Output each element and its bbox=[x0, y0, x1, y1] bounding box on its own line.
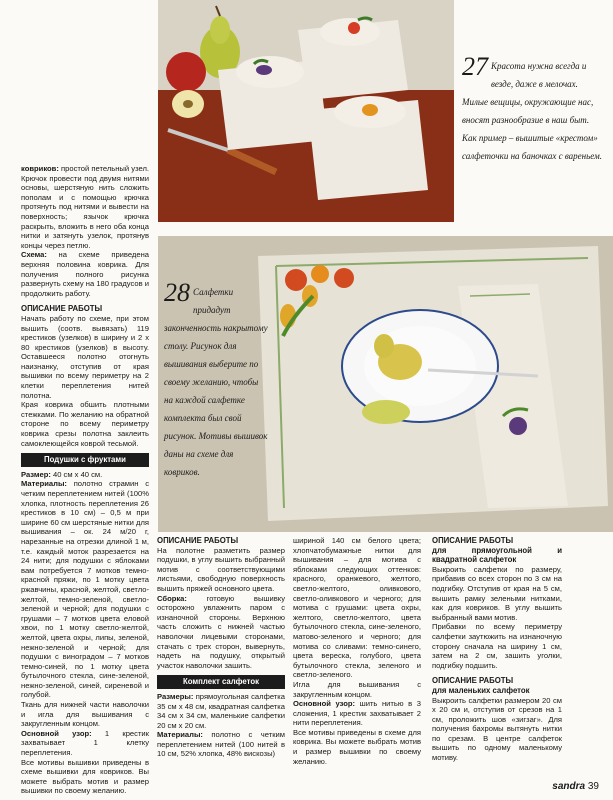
col2-p1-text: На полотне разметить размер подушки, в углу вышить выбранный мотив с соответствующими листьями, свободную поверхность вышить пряжей основного цвета. bbox=[157, 545, 285, 593]
col3-p3-label: Основной узор: bbox=[293, 699, 356, 709]
col4-heading-2: ОПИСАНИЕ РАБОТЫ bbox=[432, 676, 514, 686]
col1-p8-text: 1 крестик захватывает 1 клетку переплетения. bbox=[21, 728, 149, 758]
col1-p3-text: Начать работу по схеме, при этом вышить (соотв. вывязать) 119 крестиков (узелков) в ширину и 2 х 80 крестиков (узелков) в высоту. Оставшееся полотно отогнуть наизнанку, отступив от края вышивки по всему периметру на 2 клетки переплетения нитей полотна. bbox=[21, 313, 149, 400]
col4-heading-1-sub: для прямоугольной и квадратной салфеток bbox=[432, 545, 562, 565]
col1-p1-label: ковриков: bbox=[21, 164, 59, 173]
caption-27-number: 27 bbox=[462, 52, 488, 81]
col1-p2-label: Схема: bbox=[21, 250, 47, 260]
col3-p4-text: Все мотивы приведены в схеме для коврика. Вы можете выбрать мотив и размер вышивки по своему желанию. bbox=[293, 727, 421, 766]
col1-heading-work: ОПИСАНИЕ РАБОТЫ bbox=[21, 304, 103, 314]
page-footer bbox=[552, 781, 599, 792]
photo-jam-jars bbox=[158, 0, 454, 222]
col2-p2-text: готовую вышивку осторожно увлажнить паром с изнаночной стороны. Верхнюю часть сложить с нижней частью наволочки лицевыми сторонами, стачать с трех сторон, вывернуть, надеть на подушку, открытый участок наволочки зашить. bbox=[157, 593, 285, 670]
col1-section-bar: Подушки с фруктами bbox=[21, 453, 149, 467]
col1-p6-label: Материалы: bbox=[21, 479, 67, 489]
col4-p3-text: Выкроить салфетки размером 20 см х 20 см и, отступив от срезов на 1 см, проложить шов «зигзаг». Для получения бахромы вытянуть нитки по срезам. В центре салфеток вышить по одному маленькому мотиву. bbox=[432, 695, 562, 763]
caption-27-text: Красота нужна всегда и везде, даже в мелочах. Милые вещицы, окружающие нас, вносят разнообразие в наш быт. Как пример – вышитые «крестом» салфеточки на баночках с вареньем. bbox=[462, 61, 602, 161]
caption-27 bbox=[462, 52, 604, 164]
caption-28-text: Салфетки придадут законченность накрытому столу. Рисунок для вышивания выберите по своему желанию, чтобы на каждой салфетке комплекта был свой рисунок. Мотивы вышивок даны на схеме для ковриков. bbox=[164, 287, 268, 477]
column-4 bbox=[432, 536, 562, 763]
col2-p3-label: Размеры: bbox=[157, 691, 194, 701]
col2-p4-text: полотно с четким переплетением нитей (100 нитей в 10 см, 52% хлопка, 48% вискозы) bbox=[157, 730, 285, 759]
col4-p2-text: Прибавки по всему периметру салфетки заутюжить на изнаночную сторону сначала на ширину 1 см, затем на 2 см, зашить уголки, подгибку подшить. bbox=[432, 622, 562, 670]
column-1 bbox=[21, 164, 149, 796]
col3-p3-text: шить нитью в 3 сложения, 1 крестик захватывает 2 нити переплетения. bbox=[293, 699, 421, 728]
col2-section-bar: Комплект салфеток bbox=[157, 675, 285, 689]
col2-p3-text: прямоугольная салфетка 35 см х 48 см, квадратная салфетка 34 см х 34 см, маленькие салфетки 20 см х 20 см. bbox=[157, 691, 285, 730]
col2-heading-work: ОПИСАНИЕ РАБОТЫ bbox=[157, 536, 239, 545]
col3-p1-text: шириной 140 см белого цвета; хлопчатобумажные нитки для вышивания – для мотива с яблоками следующих оттенков: красного, оранжевого, желтого, светло-желтого, оливкового, светло-оливкового и черного; для мотива с грушами: цвета охры, желтого, светло-желтого, цвета бутылочного стекла, сине-зеленого, матово-зеленого и черного; для мотива со сливами: темно-синего, цвета вереска, голубого, цвета бутылочного стекла, зеленого и светло-зеленого. bbox=[293, 536, 421, 680]
jam-jars-illustration bbox=[158, 0, 454, 222]
col4-heading-2-sub: для маленьких салфеток bbox=[432, 685, 530, 695]
footer-page-number: 39 bbox=[587, 781, 599, 792]
col1-p6-text: полотно страмин с четким переплетением нитей (100% хлопка, плотность переплетения 26 крестиков в 10 см) – 0,5 м при ширине 60 см шерстяные нитки для вышивания – ок. 24 м/20 г, нарезанные на отрезки длиной 1 м, т.е. каждый моток разрезается на 24 нити; для подушки с яблоками вам потребуется 7 мотков темно-красной пряжи, по 1 мотку цвета ржавчины, красной, желтой, светло-желтой, темно-зеленой, светло-зеленой и черной; для подушки с грушами – 7 мотков цвета еловой хвои, по 1 мотку светло-желтой, желтой, цвета охры, липы, зеленой, нежно-зеленой и черной; для подушки с виноградом – 7 мотков темно-синей, по 1 мотку цвета бутылочного стекла, сине-зеленой, нежно-зеленой, синей, сиреневой и голубой. bbox=[21, 479, 149, 700]
column-2 bbox=[157, 536, 285, 759]
caption-28 bbox=[164, 278, 268, 480]
col1-p7-text: Ткань для нижней части наволочки и игла для вышивания с закругленным концом. bbox=[21, 700, 149, 729]
caption-28-number: 28 bbox=[164, 278, 190, 307]
col1-p5-label: Размер: bbox=[21, 469, 51, 479]
col1-p9-text: Все мотивы вышивки приведены в схеме вышивки для ковриков. Вы можете выбрать мотив и размер вышивки по своему желанию. bbox=[21, 757, 149, 796]
column-3 bbox=[293, 536, 421, 766]
col1-p4-text: Края коврика обшить плотными стежками. По желанию на обратной стороне по всему периметру коврика срезы полотна заклеить самоклеющейся коврой тесьмой. bbox=[21, 400, 149, 448]
col4-heading-1: ОПИСАНИЕ РАБОТЫ bbox=[432, 536, 514, 545]
col1-p8-label: Основной узор: bbox=[21, 728, 92, 738]
col2-p2-label: Сборка: bbox=[157, 593, 187, 603]
col1-p5-text: 40 см х 40 см. bbox=[50, 469, 103, 479]
col3-p2-text: Игла для вышивания с закругленным концом. bbox=[293, 679, 421, 699]
col1-p1-text: простой петельный узел. Крючок провести под двумя нитями основы, шерстяную нить сложить пополам и с помощью крючка протянуть под нитями и вывести на поверхность; язычок крючка раскрыть, вложить в него оба конца нитки и затянуть узелок, протянув концы через петлю. bbox=[21, 164, 149, 250]
footer-brand: sandra bbox=[552, 781, 586, 792]
col1-p2-text: на схеме приведена верхняя половина коврика. Для получения полного рисунка развернуть схему на 180 градусов и продолжить работу. bbox=[21, 250, 149, 298]
col4-p1-text: Выкроить салфетки по размеру, прибавив со всех сторон по 3 см на подгибку. Отступив от края на 5 см, вышить рамку зелеными нитками, как для ковриков. В углу вышить выбранный вами мотив. bbox=[432, 564, 562, 622]
col2-p4-label: Материалы: bbox=[157, 730, 203, 740]
